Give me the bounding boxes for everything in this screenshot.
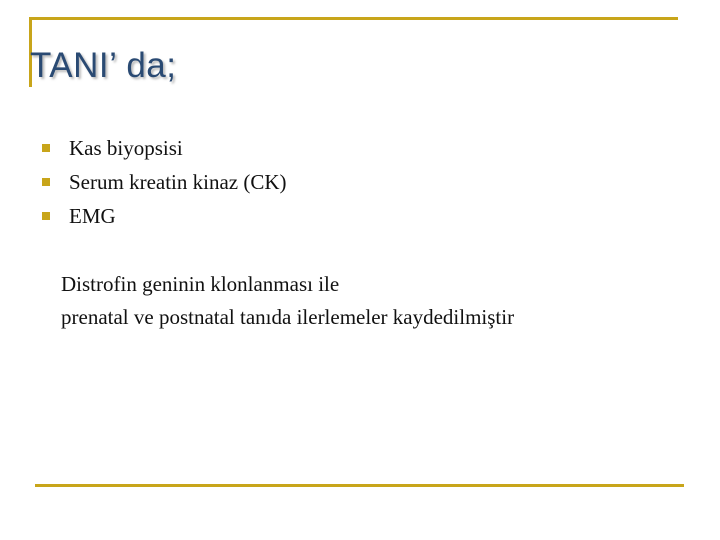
bullet-item-emg [42,199,287,233]
note-paragraph [61,268,514,334]
note-line: prenatal ve postnatal tanıda ilerlemeler kaydedilmiştir [61,305,515,329]
bullet-item-serum-ck [42,165,287,199]
bullet-text: Kas biyopsisi [69,135,183,160]
frame-top-rule [29,17,678,20]
note-line: Distrofin geninin klonlanması ile [61,272,340,296]
frame-bottom-rule [35,484,684,487]
bullet-text: EMG [69,203,116,228]
bullet-text: Serum kreatin kinaz (CK) [69,169,287,194]
bullet-item-kas-biyopsisi [42,131,287,165]
slide-title: TANI’ da; [30,46,177,85]
bullet-list [42,131,287,233]
square-bullet-icon [42,212,50,220]
square-bullet-icon [42,144,50,152]
square-bullet-icon [42,178,50,186]
